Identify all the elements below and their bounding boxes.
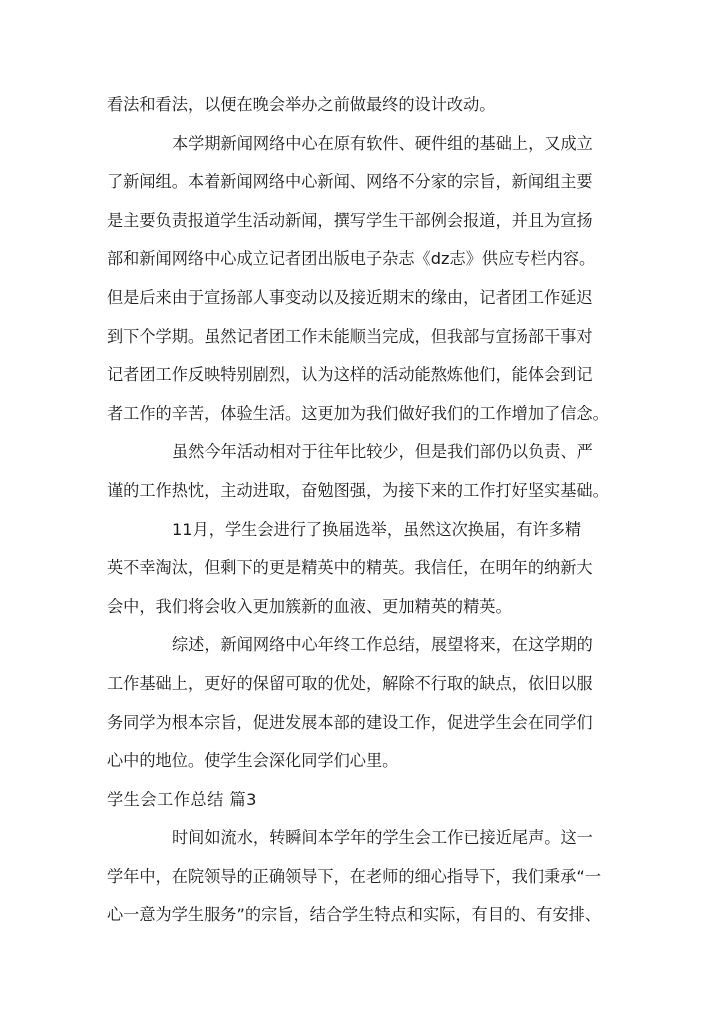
paragraph-start-line: 本学期新闻网络中心在原有软件、硬件组的基础上，又成立	[172, 133, 593, 153]
text-line: 会中，我们将会收入更加簇新的血液、更加精英的精英。	[107, 596, 512, 616]
text-line: 但是后来由于宣扬部人事变动以及接近期末的缘由，记者团工作延迟	[107, 287, 593, 307]
text-line: 英不幸淘汰，但剩下的更是精英中的精英。我信任，在明年的纳新大	[107, 558, 593, 578]
text-line: 学年中，在院领导的正确领导下，在老师的细心指导下，我们秉承“一	[107, 866, 602, 886]
section-heading: 学生会工作总结 篇3	[107, 789, 257, 809]
text-line: 工作基础上，更好的保留可取的优处，解除不行取的缺点，依旧以服	[107, 673, 593, 693]
text-line: 到下个学期。虽然记者团工作未能顺当完成，但我部与宣扬部干事对	[107, 326, 593, 346]
paragraph-start-line: 综述，新闻网络中心年终工作总结，展望将来，在这学期的	[172, 635, 593, 655]
text-line: 是主要负责报道学生活动新闻，撰写学生干部例会报道，并且为宣扬	[107, 210, 593, 230]
text-line: 务同学为根本宗旨，促进发展本部的建设工作，促进学生会在同学们	[107, 712, 593, 732]
text-line: 者工作的辛苦，体验生活。这更加为我们做好我们的工作增加了信念。	[107, 403, 609, 423]
text-line: 心一意为学生服务”的宗旨，结合学生特点和实际，有目的、有安排、	[107, 905, 602, 925]
paragraph-start-line: 11月，学生会进行了换届选举，虽然这次换届，有许多精	[172, 519, 582, 539]
text-line: 心中的地位。使学生会深化同学们心里。	[107, 751, 399, 771]
text-line: 了新闻组。本着新闻网络中心新闻、网络不分家的宗旨，新闻组主要	[107, 172, 593, 192]
paragraph-start-line: 虽然今年活动相对于往年比较少，但是我们部仍以负责、严	[172, 442, 593, 462]
paragraph-start-line: 时间如流水，转瞬间本学年的学生会工作已接近尾声。这一	[172, 828, 593, 848]
text-line: 部和新闻网络中心成立记者团出版电子杂志《dz志》供应专栏内容。	[107, 249, 596, 269]
document-body	[107, 86, 627, 935]
text-line: 谨的工作热忱，主动进取，奋勉图强，为接下来的工作打好坚实基础。	[107, 480, 609, 500]
text-line: 记者团工作反映特别剧烈，认为这样的活动能熬炼他们，能体会到记	[107, 365, 593, 385]
text-line: 看法和看法，以便在晚会举办之前做最终的设计改动。	[107, 95, 496, 114]
